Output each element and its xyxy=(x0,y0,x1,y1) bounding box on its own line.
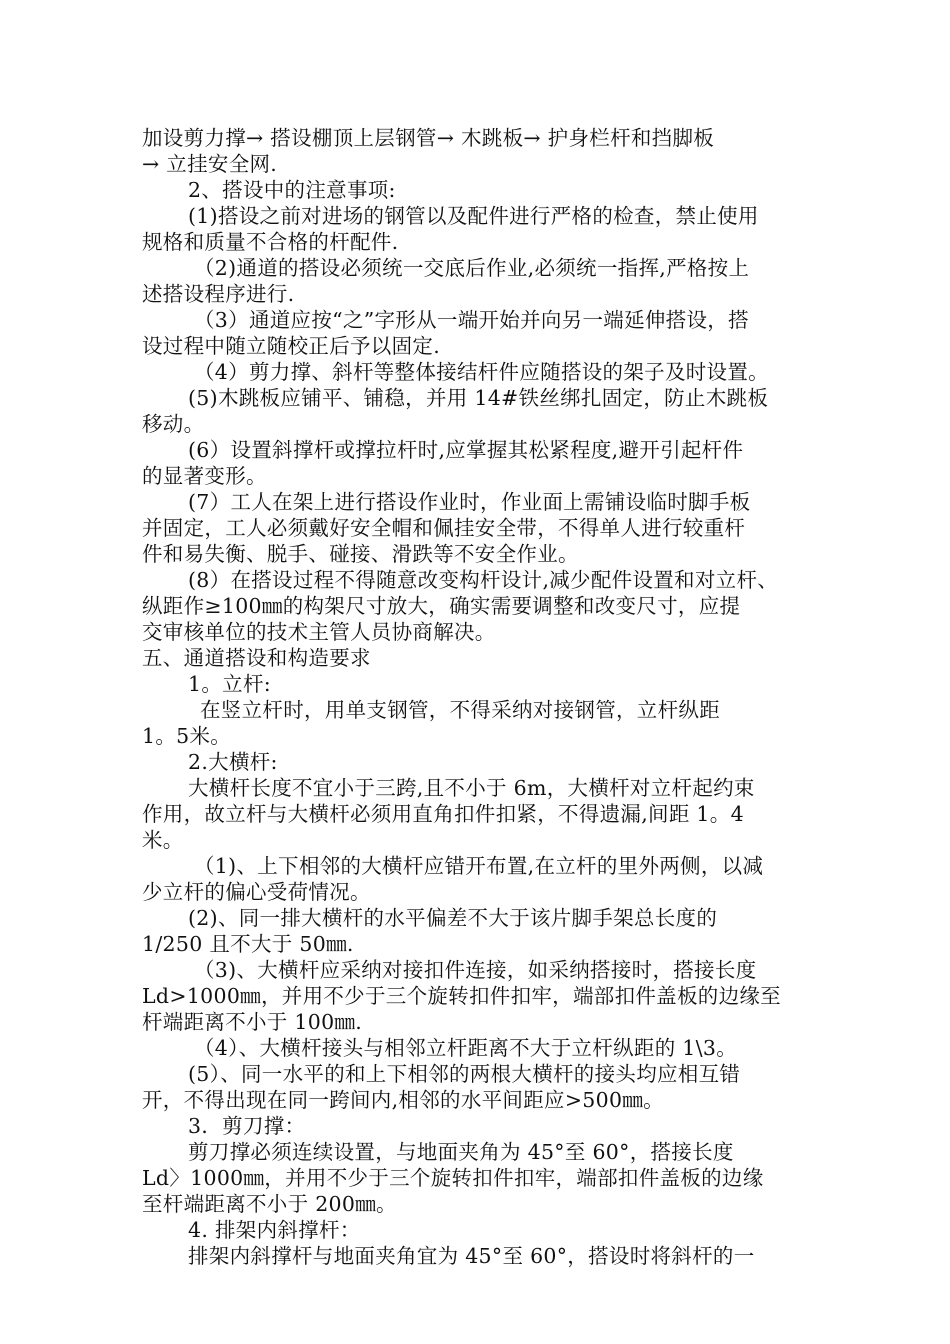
text-line: (2)、同一排大横杆的水平偏差不大于该片脚手架总长度的 xyxy=(188,906,718,930)
subsection-heading: 2.大横杆: xyxy=(188,750,278,774)
text-line: 米。 xyxy=(142,828,184,852)
text-line: 至杆端距离不小于 200㎜。 xyxy=(142,1192,397,1216)
text-line: 1/250 且不大于 50㎜. xyxy=(142,932,354,956)
text-line: (6）设置斜撑杆或撑拉杆时,应掌握其松紧程度,避开引起杆件 xyxy=(188,438,744,462)
text-line: 纵距作≥100㎜的构架尺寸放大，确实需要调整和改变尺寸，应提 xyxy=(142,594,741,618)
text-line: 作用，故立杆与大横杆必须用直角扣件扣紧，不得遗漏,间距 1。4 xyxy=(142,802,744,826)
text-line: 件和易失衡、脱手、碰接、滑跌等不安全作业。 xyxy=(142,542,579,566)
text-line: (8）在搭设过程不得随意改变构杆设计,减少配件设置和对立杆、 xyxy=(188,568,779,592)
section-heading: 五、通道搭设和构造要求 xyxy=(142,646,371,670)
text-line: （4）剪力撑、斜杆等整体接结杆件应随搭设的架子及时设置。 xyxy=(194,360,769,384)
text-line: 述搭设程序进行. xyxy=(142,282,295,306)
text-line: Ld>1000㎜，并用不少于三个旋转扣件扣牢，端部扣件盖板的边缘至 xyxy=(142,984,781,1008)
text-line: (5)木跳板应铺平、铺稳，并用 14#铁丝绑扎固定，防止木跳板 xyxy=(188,386,769,410)
text-line: 大横杆长度不宜小于三跨,且不小于 6m，大横杆对立杆起约束 xyxy=(188,776,755,800)
text-line: 移动。 xyxy=(142,412,205,436)
section-heading: 2、搭设中的注意事项: xyxy=(188,178,396,202)
subsection-heading: 1。立杆: xyxy=(188,672,271,696)
text-line: （1)、上下相邻的大横杆应错开布置,在立杆的里外两侧，以减 xyxy=(194,854,764,878)
text-line: 排架内斜撑杆与地面夹角宜为 45°至 60°，搭设时将斜杆的一 xyxy=(188,1244,755,1268)
text-line: 剪刀撑必须连续设置，与地面夹角为 45°至 60°，搭接长度 xyxy=(188,1140,734,1164)
subsection-heading: 4. 排架内斜撑杆： xyxy=(188,1218,361,1242)
text-line: 1。5米。 xyxy=(142,724,232,748)
text-line: 设过程中随立随校正后予以固定. xyxy=(142,334,441,358)
text-line: 交审核单位的技术主管人员协商解决。 xyxy=(142,620,496,644)
text-line: 加设剪力撑→ 搭设棚顶上层钢管→ 木跳板→ 护身栏杆和挡脚板 xyxy=(142,126,715,150)
text-line: （4）、大横杆接头与相邻立杆距离不大于立杆纵距的 1\3。 xyxy=(194,1036,737,1060)
subsection-heading: 3．剪刀撑： xyxy=(188,1114,306,1138)
text-line: (5）、同一水平的和上下相邻的两根大横杆的接头均应相互错 xyxy=(188,1062,741,1086)
text-line: 在竖立杆时，用单支钢管，不得采纳对接钢管，立杆纵距 xyxy=(200,698,720,722)
text-line: 并固定，工人必须戴好安全帽和佩挂安全带，不得单人进行较重杆 xyxy=(142,516,746,540)
text-line: (7）工人在架上进行搭设作业时，作业面上需铺设临时脚手板 xyxy=(188,490,751,514)
text-line: （3）通道应按“之”字形从一端开始并向另一端延伸搭设，搭 xyxy=(194,308,749,332)
text-line: → 立挂安全网. xyxy=(142,152,278,176)
text-line: (1)搭设之前对进场的钢管以及配件进行严格的检查，禁止使用 xyxy=(188,204,759,228)
text-line: （2)通道的搭设必须统一交底后作业,必须统一指挥,严格按上 xyxy=(194,256,750,280)
text-line: 少立杆的偏心受荷情况。 xyxy=(142,880,371,904)
text-line: 杆端距离不小于 100㎜. xyxy=(142,1010,363,1034)
text-line: （3)、大横杆应采纳对接扣件连接，如采纳搭接时，搭接长度 xyxy=(194,958,757,982)
text-line: 开，不得出现在同一跨间内,相邻的水平间距应>500㎜。 xyxy=(142,1088,664,1112)
text-line: Ld〉1000㎜，并用不少于三个旋转扣件扣牢，端部扣件盖板的边缘 xyxy=(142,1166,764,1190)
text-line: 规格和质量不合格的杆配件. xyxy=(142,230,399,254)
text-line: 的显著变形。 xyxy=(142,464,267,488)
